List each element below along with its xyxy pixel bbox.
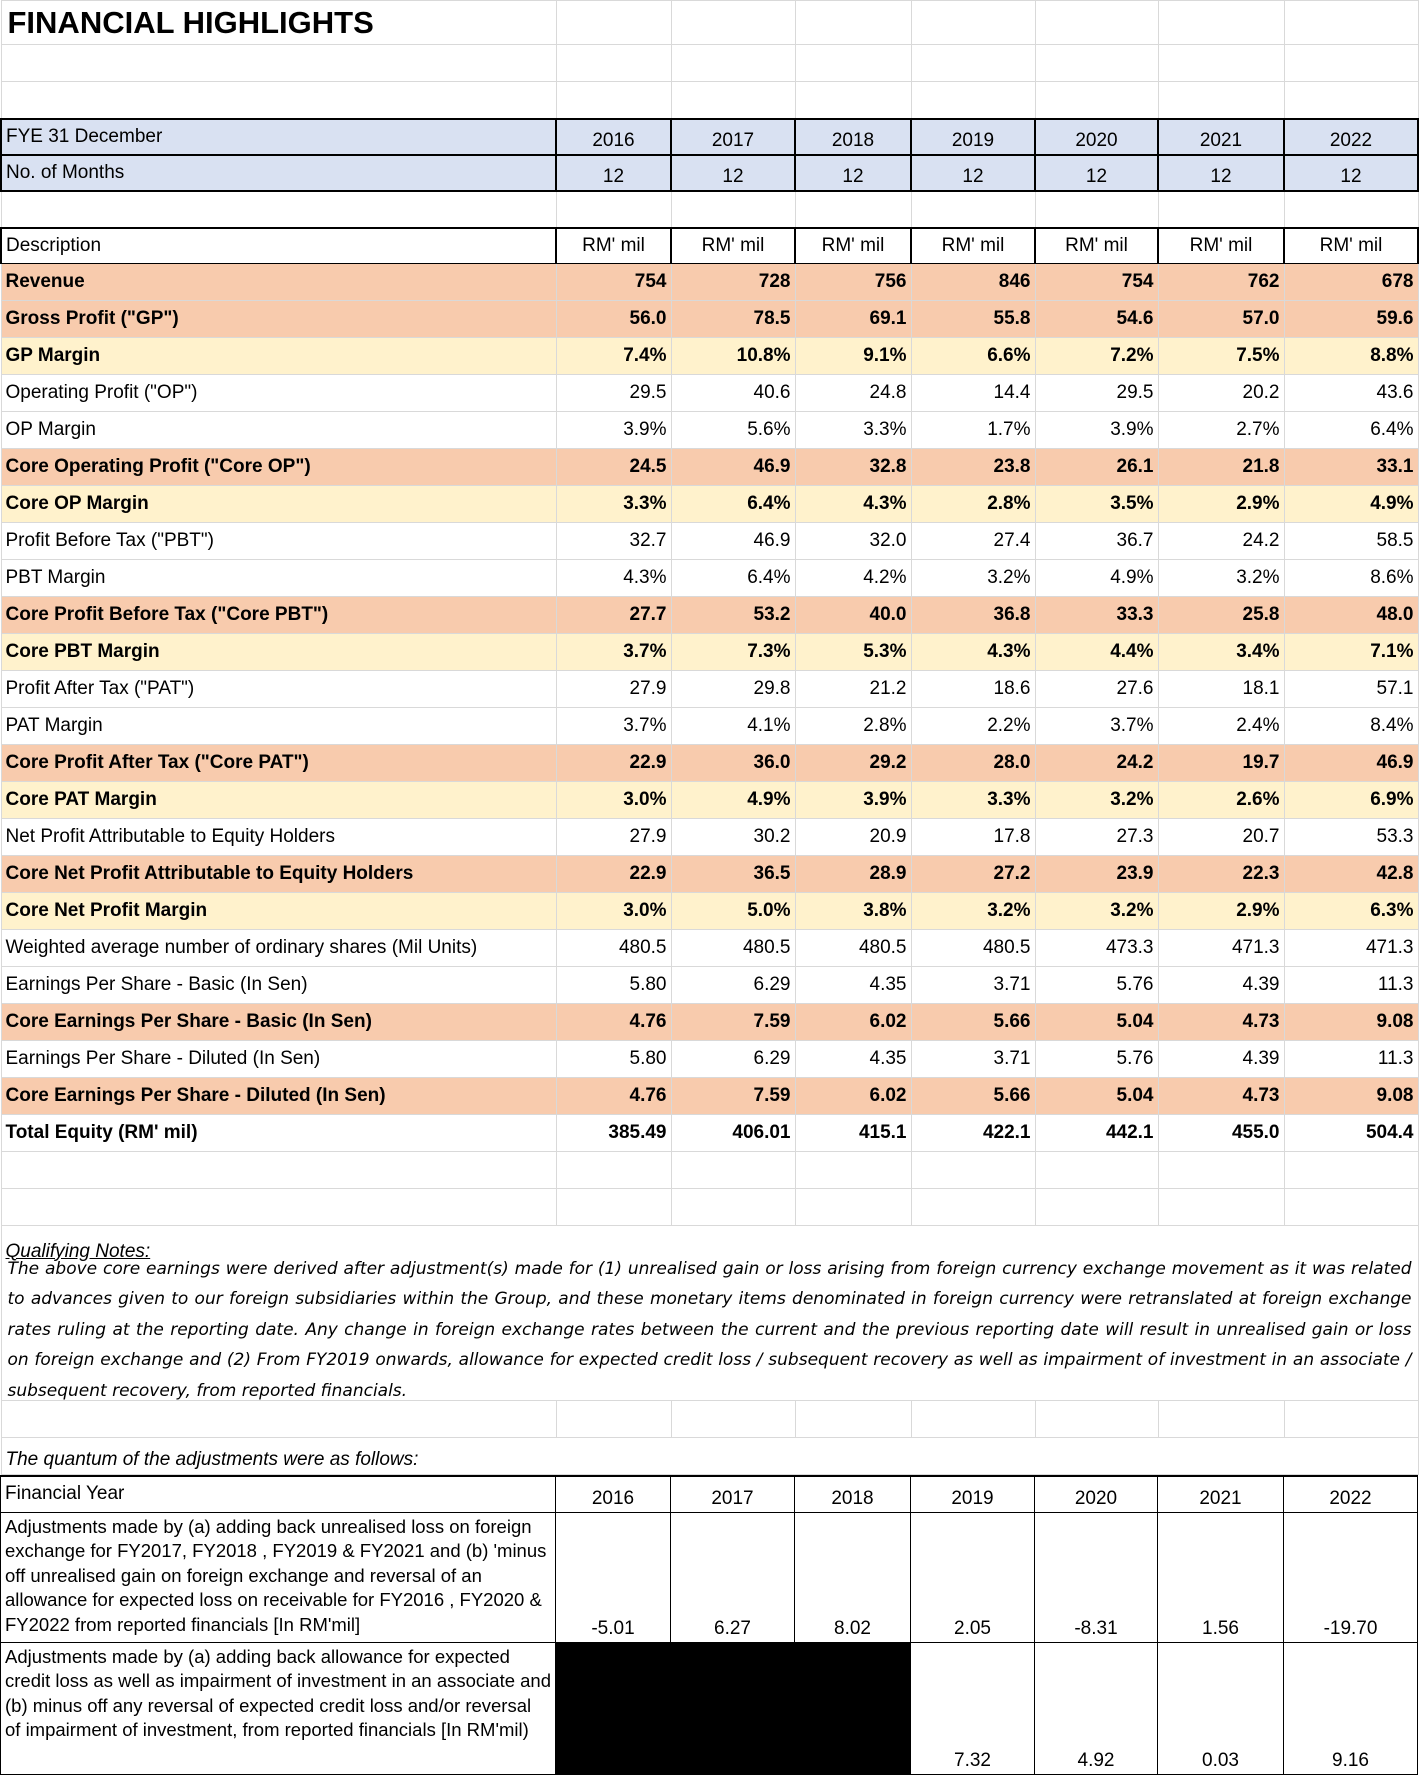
row-value: 4.73 [1158,1078,1284,1115]
row-value: 4.1% [671,708,795,745]
table-row [1,745,1418,782]
row-value: 18.1 [1158,671,1284,708]
row-value: 6.02 [795,1004,911,1041]
row-value: 3.71 [911,967,1035,1004]
page-title: FINANCIAL HIGHLIGHTS [1,1,556,45]
row-label: Earnings Per Share - Diluted (In Sen) [1,1041,556,1078]
months-value: 12 [1158,155,1284,191]
row-value: 43.6 [1284,375,1418,412]
row-value: 40.6 [671,375,795,412]
row-value: 2.7% [1158,412,1284,449]
row-value: 5.0% [671,893,795,930]
row-value: 14.4 [911,375,1035,412]
row-value: 22.3 [1158,856,1284,893]
adjustment-2-value: 0.03 [1158,1642,1284,1774]
row-value: 6.4% [671,486,795,523]
row-value: 36.7 [1035,523,1158,560]
row-label: Operating Profit ("OP") [1,375,556,412]
row-value: 6.4% [671,560,795,597]
title-row [1,1,1418,45]
adjustments-year-row [1,1476,1418,1512]
row-value: 33.3 [1035,597,1158,634]
adjustment-2-label: Adjustments made by (a) adding back allowance for expected credit loss as well as impairment of investment in an associate and (b) minus off any reversal of expected credit loss and/or reversal of impairment of investment, from reported financials [In RM'mil) [1,1642,556,1774]
row-label: Core PAT Margin [1,782,556,819]
row-label: Core Earnings Per Share - Basic (In Sen) [1,1004,556,1041]
row-value: 4.73 [1158,1004,1284,1041]
row-value: 6.3% [1284,893,1418,930]
adjustment-year: 2021 [1158,1476,1284,1512]
row-value: 22.9 [556,745,671,782]
row-value: 6.29 [671,967,795,1004]
adjustment-2-value: 9.16 [1284,1642,1418,1774]
row-value: 422.1 [911,1115,1035,1152]
table-row [1,671,1418,708]
row-value: 3.5% [1035,486,1158,523]
row-value: 24.2 [1035,745,1158,782]
table-row [1,523,1418,560]
adjustment-1-value: 6.27 [671,1512,795,1642]
row-value: 3.8% [795,893,911,930]
row-value: 762 [1158,264,1284,301]
row-value: 46.9 [671,449,795,486]
row-value: 4.76 [556,1078,671,1115]
qualifying-notes-text: The above core earnings were derived after adjustment(s) made for (1) unrealised gain or loss arising from foreign currency exchange movement as it was related to advances given to our foreign subsidiaries within the Group, and these monetary items denominated in foreign currency were retranslated at foreign exchange rates ruling at the reporting date. Any change in foreign exchange rates between the current and the previous reporting date will result in unrealised gain or loss on foreign exchange and (2) From FY2019 onwards, allowance for expected credit loss / subsequent recovery as well as impairment of investment in an associate / subsequent recovery, from reported financials. [7,1258,1412,1401]
table-row [1,338,1418,375]
adjustment-row-2 [1,1642,1418,1774]
row-value: 27.4 [911,523,1035,560]
row-value: 53.2 [671,597,795,634]
row-value: 46.9 [671,523,795,560]
row-value: 48.0 [1284,597,1418,634]
row-label: Core OP Margin [1,486,556,523]
row-value: 4.39 [1158,1041,1284,1078]
row-value: 7.5% [1158,338,1284,375]
notes-paragraph-row [1,1263,1418,1401]
row-value: 36.0 [671,745,795,782]
row-value: 27.7 [556,597,671,634]
row-value: 23.8 [911,449,1035,486]
table-row [1,708,1418,745]
row-value: 29.5 [1035,375,1158,412]
row-value: 5.6% [671,412,795,449]
adjustments-table [0,1475,1418,1775]
row-value: 480.5 [671,930,795,967]
row-value: 55.8 [911,301,1035,338]
adjustment-1-label: Adjustments made by (a) adding back unrealised loss on foreign exchange for FY2017, FY2018 , FY2019 & FY2021 and (b) 'minus off unrealised gain on foreign exchange and reversal of an allowance for expected loss on receivable for FY2016 , FY2020 & FY2022 from reported financials [In RM'mil] [1,1512,556,1642]
row-value: 3.7% [556,634,671,671]
row-value: 19.7 [1158,745,1284,782]
row-value: 3.2% [1035,893,1158,930]
adjustment-1-value: -19.70 [1284,1512,1418,1642]
row-value: 26.1 [1035,449,1158,486]
row-value: 5.04 [1035,1078,1158,1115]
row-value: 53.3 [1284,819,1418,856]
row-value: 3.7% [1035,708,1158,745]
description-label: Description [1,228,556,264]
adjustment-1-value: -8.31 [1035,1512,1158,1642]
row-value: 23.9 [1035,856,1158,893]
row-value: 3.3% [911,782,1035,819]
row-value: 24.2 [1158,523,1284,560]
row-label: Weighted average number of ordinary shares (Mil Units) [1,930,556,967]
table-row [1,1078,1418,1115]
row-label: Total Equity (RM' mil) [1,1115,556,1152]
row-value: 2.6% [1158,782,1284,819]
adjustment-1-value: 1.56 [1158,1512,1284,1642]
row-label: Core Profit After Tax ("Core PAT") [1,745,556,782]
row-value: 78.5 [671,301,795,338]
row-value: 4.3% [795,486,911,523]
row-value: 4.9% [1035,560,1158,597]
row-value: 3.9% [1035,412,1158,449]
row-value: 2.2% [911,708,1035,745]
row-value: 27.9 [556,671,671,708]
row-value: 7.59 [671,1004,795,1041]
row-value: 5.80 [556,967,671,1004]
row-value: 22.9 [556,856,671,893]
row-value: 7.2% [1035,338,1158,375]
fye-label: FYE 31 December [1,119,556,155]
row-value: 57.0 [1158,301,1284,338]
row-value: 4.76 [556,1004,671,1041]
row-value: 4.3% [911,634,1035,671]
row-value: 32.8 [795,449,911,486]
months-value: 12 [911,155,1035,191]
row-label: Gross Profit ("GP") [1,301,556,338]
row-value: 21.2 [795,671,911,708]
table-row [1,597,1418,634]
row-value: 480.5 [795,930,911,967]
row-value: 11.3 [1284,1041,1418,1078]
table-row [1,1115,1418,1152]
row-value: 2.9% [1158,893,1284,930]
months-value: 12 [1284,155,1418,191]
qualifying-notes-heading: Qualifying Notes: [5,1240,151,1262]
adjustment-2-value: 7.32 [911,1642,1035,1774]
row-value: 33.1 [1284,449,1418,486]
months-value: 12 [671,155,795,191]
row-label: Core Profit Before Tax ("Core PBT") [1,597,556,634]
unit-header: RM' mil [556,228,671,264]
row-label: GP Margin [1,338,556,375]
row-value: 4.35 [795,967,911,1004]
adjustment-year: 2016 [556,1476,671,1512]
adjustment-1-value: -5.01 [556,1512,671,1642]
row-value: 3.0% [556,782,671,819]
row-value: 27.6 [1035,671,1158,708]
table-row [1,893,1418,930]
row-value: 2.4% [1158,708,1284,745]
row-value: 21.8 [1158,449,1284,486]
row-value: 455.0 [1158,1115,1284,1152]
year-header: 2021 [1158,119,1284,155]
table-row [1,560,1418,597]
row-value: 29.2 [795,745,911,782]
row-value: 28.0 [911,745,1035,782]
row-value: 6.4% [1284,412,1418,449]
row-value: 36.8 [911,597,1035,634]
quantum-row [1,1438,1418,1475]
table-row [1,375,1418,412]
row-value: 504.4 [1284,1115,1418,1152]
row-value: 3.0% [556,893,671,930]
row-value: 3.3% [556,486,671,523]
row-value: 3.2% [1158,560,1284,597]
row-value: 3.9% [795,782,911,819]
row-value: 5.76 [1035,1041,1158,1078]
row-label: Profit After Tax ("PAT") [1,671,556,708]
row-value: 24.5 [556,449,671,486]
row-value: 29.8 [671,671,795,708]
row-value: 4.9% [1284,486,1418,523]
row-value: 8.4% [1284,708,1418,745]
adjustment-1-value: 2.05 [911,1512,1035,1642]
row-value: 20.7 [1158,819,1284,856]
row-value: 9.08 [1284,1004,1418,1041]
row-value: 7.4% [556,338,671,375]
adjustment-row-1 [1,1512,1418,1642]
table-row [1,449,1418,486]
unit-header: RM' mil [1035,228,1158,264]
row-value: 69.1 [795,301,911,338]
row-value: 24.8 [795,375,911,412]
row-value: 756 [795,264,911,301]
row-value: 415.1 [795,1115,911,1152]
row-label: Core Net Profit Attributable to Equity Holders [1,856,556,893]
row-value: 6.9% [1284,782,1418,819]
description-header-row [1,228,1418,264]
year-header: 2017 [671,119,795,155]
table-row [1,301,1418,338]
year-header: 2020 [1035,119,1158,155]
row-value: 3.71 [911,1041,1035,1078]
row-label: Core Operating Profit ("Core OP") [1,449,556,486]
row-label: PBT Margin [1,560,556,597]
adjustment-1-value: 8.02 [795,1512,911,1642]
row-value: 4.4% [1035,634,1158,671]
table-row [1,856,1418,893]
quantum-text: The quantum of the adjustments were as follows: [5,1449,419,1470]
row-value: 8.6% [1284,560,1418,597]
row-value: 754 [1035,264,1158,301]
row-value: 471.3 [1158,930,1284,967]
table-row [1,967,1418,1004]
row-value: 480.5 [556,930,671,967]
row-value: 28.9 [795,856,911,893]
redacted-block [556,1642,911,1774]
row-value: 40.0 [795,597,911,634]
row-value: 4.39 [1158,967,1284,1004]
months-value: 12 [795,155,911,191]
row-value: 5.76 [1035,967,1158,1004]
row-value: 4.9% [671,782,795,819]
row-value: 32.7 [556,523,671,560]
financial-year-label: Financial Year [1,1476,556,1512]
row-value: 678 [1284,264,1418,301]
row-value: 54.6 [1035,301,1158,338]
row-value: 4.2% [795,560,911,597]
row-value: 27.3 [1035,819,1158,856]
adjustment-year: 2020 [1035,1476,1158,1512]
row-value: 9.1% [795,338,911,375]
row-value: 9.08 [1284,1078,1418,1115]
row-value: 18.6 [911,671,1035,708]
row-value: 4.3% [556,560,671,597]
row-value: 20.2 [1158,375,1284,412]
row-value: 7.59 [671,1078,795,1115]
row-label: Profit Before Tax ("PBT") [1,523,556,560]
months-value: 12 [556,155,671,191]
row-value: 3.4% [1158,634,1284,671]
row-value: 3.2% [911,893,1035,930]
row-value: 25.8 [1158,597,1284,634]
row-label: OP Margin [1,412,556,449]
row-value: 6.02 [795,1078,911,1115]
unit-header: RM' mil [671,228,795,264]
row-value: 20.9 [795,819,911,856]
row-label: Earnings Per Share - Basic (In Sen) [1,967,556,1004]
adjustment-year: 2022 [1284,1476,1418,1512]
row-value: 5.66 [911,1078,1035,1115]
row-value: 480.5 [911,930,1035,967]
row-value: 46.9 [1284,745,1418,782]
unit-header: RM' mil [1284,228,1418,264]
row-label: Core PBT Margin [1,634,556,671]
unit-header: RM' mil [795,228,911,264]
row-value: 473.3 [1035,930,1158,967]
row-label: Core Net Profit Margin [1,893,556,930]
row-value: 6.29 [671,1041,795,1078]
row-value: 10.8% [671,338,795,375]
table-row [1,264,1418,301]
table-row [1,1041,1418,1078]
adjustment-year: 2018 [795,1476,911,1512]
row-value: 1.7% [911,412,1035,449]
year-header: 2016 [556,119,671,155]
row-value: 17.8 [911,819,1035,856]
row-value: 57.1 [1284,671,1418,708]
table-row [1,412,1418,449]
fye-row [1,119,1418,155]
row-value: 5.3% [795,634,911,671]
table-row [1,1004,1418,1041]
row-value: 56.0 [556,301,671,338]
row-value: 27.2 [911,856,1035,893]
months-row [1,155,1418,191]
row-label: Core Earnings Per Share - Diluted (In Sen) [1,1078,556,1115]
table-row [1,930,1418,967]
row-value: 59.6 [1284,301,1418,338]
row-value: 30.2 [671,819,795,856]
row-value: 3.2% [911,560,1035,597]
row-label: Net Profit Attributable to Equity Holders [1,819,556,856]
adjustment-year: 2017 [671,1476,795,1512]
row-value: 5.66 [911,1004,1035,1041]
row-value: 5.80 [556,1041,671,1078]
row-value: 42.8 [1284,856,1418,893]
adjustment-year: 2019 [911,1476,1035,1512]
row-value: 3.7% [556,708,671,745]
row-value: 2.8% [911,486,1035,523]
adjustment-2-value: 4.92 [1035,1642,1158,1774]
row-value: 7.3% [671,634,795,671]
row-value: 2.9% [1158,486,1284,523]
row-value: 4.35 [795,1041,911,1078]
row-value: 32.0 [795,523,911,560]
months-value: 12 [1035,155,1158,191]
year-header: 2018 [795,119,911,155]
row-value: 6.6% [911,338,1035,375]
row-value: 3.3% [795,412,911,449]
table-row [1,782,1418,819]
row-value: 5.04 [1035,1004,1158,1041]
row-label: Revenue [1,264,556,301]
table-row [1,486,1418,523]
row-value: 36.5 [671,856,795,893]
row-value: 2.8% [795,708,911,745]
year-header: 2022 [1284,119,1418,155]
row-value: 58.5 [1284,523,1418,560]
year-header: 2019 [911,119,1035,155]
row-label: PAT Margin [1,708,556,745]
unit-header: RM' mil [1158,228,1284,264]
row-value: 754 [556,264,671,301]
months-label: No. of Months [1,155,556,191]
row-value: 442.1 [1035,1115,1158,1152]
row-value: 728 [671,264,795,301]
row-value: 27.9 [556,819,671,856]
row-value: 385.49 [556,1115,671,1152]
row-value: 406.01 [671,1115,795,1152]
row-value: 8.8% [1284,338,1418,375]
row-value: 29.5 [556,375,671,412]
row-value: 3.2% [1035,782,1158,819]
unit-header: RM' mil [911,228,1035,264]
row-value: 7.1% [1284,634,1418,671]
row-value: 471.3 [1284,930,1418,967]
row-value: 11.3 [1284,967,1418,1004]
row-value: 846 [911,264,1035,301]
row-value: 3.9% [556,412,671,449]
table-row [1,819,1418,856]
table-row [1,634,1418,671]
